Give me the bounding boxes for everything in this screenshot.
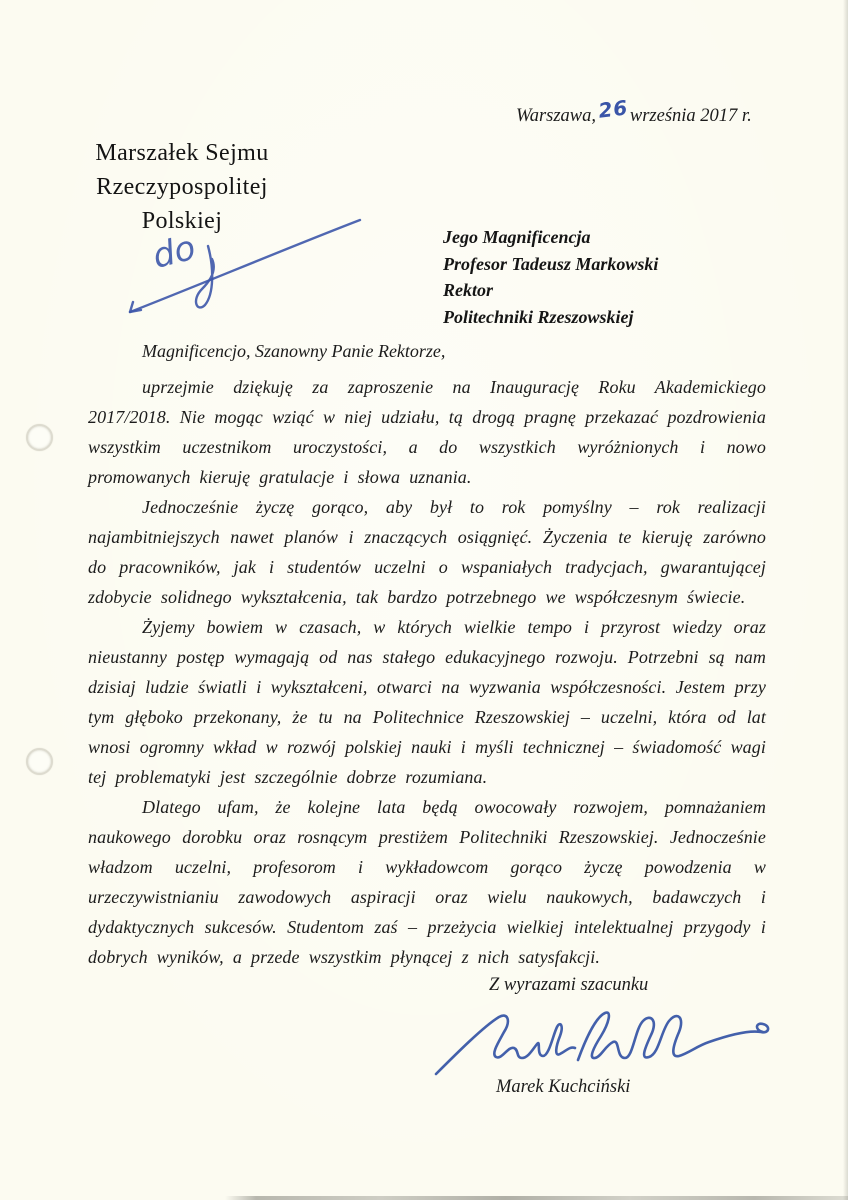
recipient-block: [443, 224, 658, 330]
date-rest: września 2017 r.: [629, 106, 752, 126]
scan-artifact-bottom-edge: [225, 1196, 848, 1200]
valediction: Z wyrazami szacunku: [489, 975, 649, 995]
annotation-flourish-stroke: [196, 246, 214, 307]
recipient-line-name: Profesor Tadeusz Markowski: [443, 253, 659, 274]
date-line: [516, 95, 752, 127]
recipient-line-institution: Politechniki Rzeszowskiej: [443, 306, 634, 327]
handwritten-day-number: 26: [597, 95, 630, 123]
paragraph-2: Jednocześnie życzę gorąco, aby był to rok pomyślny – rok realizacji najambitniejszych nawet planów i znaczących osiągnięć. Życzenia te kieruję zarówno do pracowników, jak i studentów uczelni o wspaniałych tradycjach, gwarantującej zdobycie solidnego wykształcenia, tak bardzo potrzebnego we współczesnym świecie.: [88, 497, 766, 607]
date-city: Warszawa,: [516, 106, 597, 126]
hole-punch-top: [26, 424, 53, 451]
signature-stroke-first-name: [436, 1016, 575, 1074]
paragraph-1: uprzejmie dziękuję za zaproszenie na Inaugurację Roku Akademickiego 2017/2018. Nie mogąc wziąć w niej udziału, tą drogą pragnę przekazać pozdrowienia wszystkim uczestnikom uroczystości, a do wszystkich wyróżnionych i nowo promowanych kieruję gratulacje i słowa uznania.: [88, 377, 766, 487]
recipient-line-honorific: Jego Magnificencja: [443, 227, 591, 247]
signature-printed-name: Marek Kuchciński: [496, 1077, 631, 1097]
annotation-arrowhead: [130, 302, 141, 312]
signature-stroke-last-name: [578, 1013, 768, 1060]
paragraph-4: Dlatego ufam, że kolejne lata będą owocowały rozwojem, pomnażaniem naukowego dorobku oraz rosnącym prestiżem Politechniki Rzeszowskiej. Jednocześnie władzom uczelni, profesorom i wykładowcom gorąco życzę powodzenia w urzeczywistnianiu zawodowych aspiracji oraz wielu naukowych, badawczych i dydaktycznych sukcesów. Studentom zaś – przeżycia wielkiej intelektualnej przygody i dobrych wyników, a przede wszystkim płynącej z nich satysfakcji.: [88, 797, 766, 967]
letterhead-line2: Rzeczypospolitej Polskiej: [96, 174, 268, 234]
recipient-line-title: Rektor: [443, 280, 494, 300]
annotation-note-text: do: [148, 227, 200, 277]
signature-autograph: [428, 1002, 776, 1084]
salutation: Magnificencjo, Szanowny Panie Rektorze,: [142, 341, 446, 361]
hole-punch-bottom: [26, 748, 53, 775]
letterhead-line1: Marszałek Sejmu: [95, 140, 269, 166]
paragraph-3: Żyjemy bowiem w czasach, w których wielkie tempo i przyrost wiedzy oraz nieustanny postęp wymagają od nas stałego edukacyjnego rozwoju. Potrzebni są nam dzisiaj ludzie światli i wykształceni, otwarci na wyzwania współczesności. Jestem przy tym głęboko przekonany, że tu na Politechnice Rzeszowskiej – uczelni, która od lat wnosi ogromny wkład w rozwój polskiej nauki i myśli technicznej – świadomość wagi tej problematyki jest szczególnie dobrze rozumiana.: [88, 617, 766, 787]
handwritten-annotation: [112, 212, 377, 327]
letter-body: [88, 372, 766, 972]
